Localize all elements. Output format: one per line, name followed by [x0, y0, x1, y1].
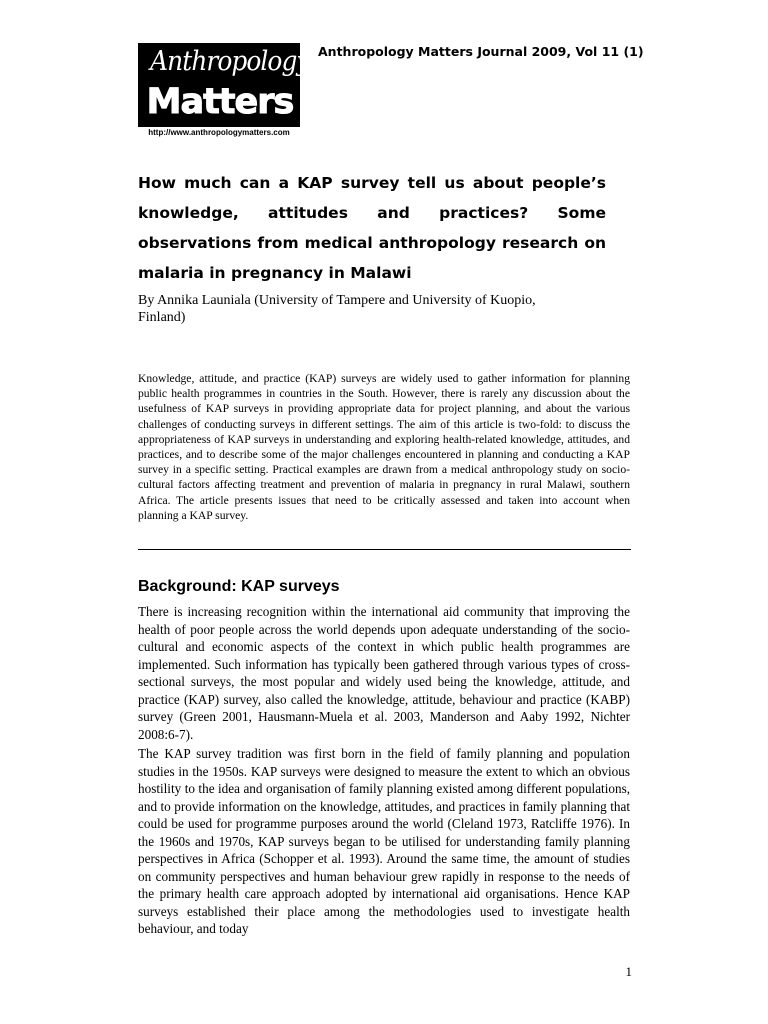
author-byline: By Annika Launiala (University of Tampere and University of Kuopio, Finland): [138, 293, 536, 325]
section-heading: Background: KAP surveys: [138, 578, 340, 595]
logo-wordmark-matters: Matters: [146, 82, 294, 122]
journal-logo: [138, 43, 310, 139]
logo-wordmark-anthropology: Anthropology: [150, 46, 310, 77]
body-paragraph-2: The KAP survey tradition was first born in the field of family planning and population studies in the 1950s. KAP surveys were designed to measure the extent to which an obvious hostility to the idea and organisation of family planning existed among different populations, and to provide information on the knowledge, attitudes, and practices in family planning that could be used for programme purposes around the world (Cleland 1973, Ratcliffe 1976). In the 1960s and 1970s, KAP surveys began to be utilised for understanding family planning perspectives in Africa (Schopper et al. 1993). Around the same time, the amount of studies on community perspectives and human behaviour grew rapidly in response to the needs of the primary health care approach adopted by international aid organisations. Hence KAP surveys established their place among the methodologies used to investigate health behaviour, and today: [138, 746, 630, 936]
abstract: Knowledge, attitude, and practice (KAP) surveys are widely used to gather information for planning public health programmes in countries in the South. However, there is rarely any discussion about the usefulness of KAP surveys in providing appropriate data for project planning, and about the various challenges of conducting surveys in different settings. The aim of this article is two-fold: to discuss the appropriateness of KAP surveys in understanding and exploring health-related knowledge, attitudes, and practices, and to describe some of the major challenges encountered in planning and conducting a KAP survey in a specific setting. Practical examples are drawn from a medical anthropology study on socio-cultural factors affecting treatment and prevention of malaria in pregnancy in rural Malawi, southern Africa. The article presents issues that need to be critically assessed and taken into account when planning a KAP survey.: [138, 372, 630, 522]
journal-reference: Anthropology Matters Journal 2009, Vol 11 (1): [318, 44, 644, 59]
section-divider: [138, 549, 631, 550]
article-title: How much can a KAP survey tell us about people’s knowledge, attitudes and practices? Some observations from medical anthropology research on malaria in pregnancy in Malawi: [138, 174, 606, 282]
logo-url: http://www.anthropologymatters.com: [138, 127, 300, 139]
page-number: 1: [625, 964, 632, 979]
body-paragraph-1: There is increasing recognition within the international aid community that improving the health of poor people across the world depends upon adequate understanding of the socio-cultural and economic aspects of the context in which public health programmes are implemented. Such information has typically been gathered through various types of cross-sectional surveys, the most popular and widely used being the knowledge, attitude, and practice (KAP) survey, also called the knowledge, attitude, behaviour and practice (KABP) survey (Green 2001, Hausmann-Muela et al. 2003, Manderson and Aaby 1992, Nichter 2008:6-7).: [138, 604, 630, 742]
